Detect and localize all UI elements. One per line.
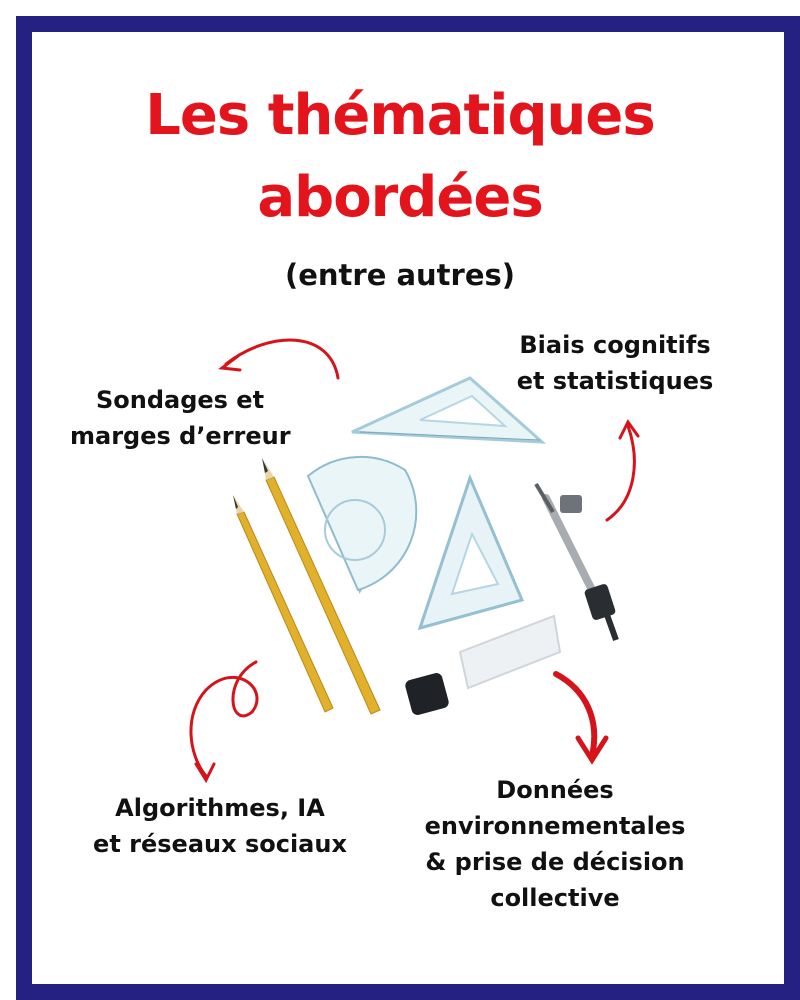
- topic-donnees: [405, 772, 705, 916]
- topic-donnees-line1: Données: [496, 776, 614, 804]
- topic-algorithmes-line2: et réseaux sociaux: [93, 830, 347, 858]
- arrow-to-sondages-icon: [222, 340, 338, 378]
- topic-algorithmes-line1: Algorithmes, IA: [115, 794, 325, 822]
- eraser-icon: [460, 616, 560, 688]
- protractor-icon: [308, 457, 416, 590]
- page-title-line2: abordées: [257, 165, 543, 230]
- topic-donnees-line2: environnementales: [424, 812, 686, 840]
- arrow-to-algorithmes-icon: [191, 662, 257, 780]
- topic-biais: [505, 327, 725, 399]
- topic-sondages: [70, 382, 290, 454]
- page-subtitle: (entre autres): [284, 258, 516, 292]
- compass-icon: [536, 484, 616, 640]
- page-title-line1: Les thématiques: [145, 83, 655, 148]
- topic-biais-line2: et statistiques: [516, 367, 714, 395]
- topic-sondages-line1: Sondages et: [95, 386, 265, 414]
- pencil-left-icon: [233, 495, 333, 712]
- topic-algorithmes: [80, 790, 360, 862]
- set-square-middle-icon: [420, 478, 522, 628]
- topic-sondages-line2: marges d’erreur: [70, 422, 291, 450]
- arrow-to-biais-icon: [607, 422, 638, 520]
- topic-biais-line1: Biais cognitifs: [519, 331, 711, 359]
- topic-donnees-line3: & prise de décision: [425, 848, 685, 876]
- arrow-to-donnees-icon: [556, 674, 606, 760]
- topic-donnees-line4: collective: [490, 884, 620, 912]
- sharpener-icon: [404, 672, 450, 717]
